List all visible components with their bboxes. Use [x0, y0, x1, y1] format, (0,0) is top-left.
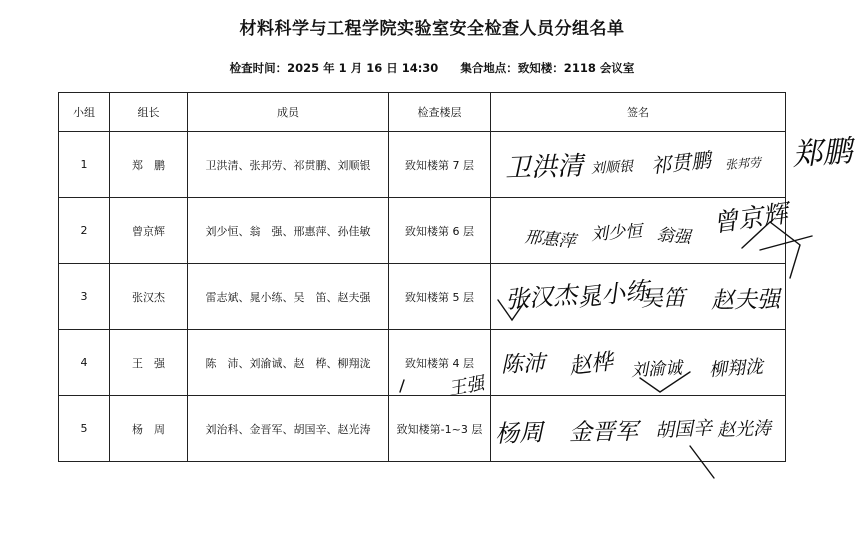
place-value: 致知楼：2118 会议室: [517, 61, 635, 75]
handwritten-signature: 邢惠萍: [523, 227, 577, 253]
group-members: 卫洪清、张邦劳、祁贯鹏、刘顺银: [188, 132, 389, 198]
group-leader: 王 强: [110, 330, 188, 396]
group-leader: 张汉杰: [110, 264, 188, 330]
handwritten-signature: 郑鹏: [791, 133, 854, 174]
header-signature: 签名: [491, 93, 786, 132]
handwritten-signature: 晁小练: [575, 276, 651, 312]
group-number: 5: [59, 396, 110, 462]
handwritten-signature: 张汉杰: [504, 281, 578, 314]
place-label: 集合地点：: [460, 61, 518, 75]
handwritten-signature: 赵夫强: [710, 286, 781, 314]
handwritten-signature: 张邦劳: [724, 155, 762, 172]
handwritten-signature: 杨周: [494, 418, 544, 448]
group-number: 3: [59, 264, 110, 330]
group-leader: 杨 周: [110, 396, 188, 462]
group-number: 2: [59, 198, 110, 264]
handwritten-signature: 翁强: [655, 225, 692, 248]
group-leader: 曾京辉: [110, 198, 188, 264]
handwritten-signature: 吴笛: [640, 286, 686, 312]
handwritten-signature: 陈沛: [500, 351, 546, 378]
handwritten-signature: 金晋军: [568, 418, 639, 446]
handwritten-signature: 卫洪清: [504, 151, 584, 184]
group-number: 1: [59, 132, 110, 198]
handwritten-signature: 刘少恒: [590, 221, 643, 245]
inspection-floor: 致知楼第 7 层: [389, 132, 491, 198]
group-members: 刘少恒、翁 强、邢惠萍、孙佳敏: [188, 198, 389, 264]
inspection-floor: 致知楼第 5 层: [389, 264, 491, 330]
group-members: 陈 沛、刘渝诚、赵 桦、柳翔泷: [188, 330, 389, 396]
handwritten-signature: 曾京辉: [711, 198, 790, 238]
header-leader: 组长: [110, 93, 188, 132]
inspection-floor: 致知楼第 6 层: [389, 198, 491, 264]
handwritten-signature: 王强: [446, 373, 486, 400]
header-members: 成员: [188, 93, 389, 132]
header-floor: 检查楼层: [389, 93, 491, 132]
handwritten-signature: 刘顺银: [590, 158, 634, 177]
time-label: 检查时间：: [229, 61, 288, 75]
document-title: 材料科学与工程学院实验室安全检查人员分组名单: [239, 19, 625, 39]
inspection-floor: 致知楼第 4 层: [389, 330, 491, 396]
inspection-floor: 致知楼第-1~3 层: [389, 396, 491, 462]
handwritten-signature: 祁贯鹏: [649, 147, 713, 178]
handwritten-signature: 赵光涛: [716, 418, 772, 441]
handwritten-signature: 刘渝诚: [630, 358, 683, 381]
group-members: 刘治科、金晋军、胡国辛、赵光涛: [188, 396, 389, 462]
handwritten-signature: 柳翔泷: [708, 356, 764, 381]
handwritten-signature: 赵桦: [567, 349, 615, 380]
handwritten-signature: 胡国辛: [654, 417, 713, 442]
header-group: 小组: [59, 93, 110, 132]
group-leader: 郑 鹏: [110, 132, 188, 198]
group-number: 4: [59, 330, 110, 396]
group-members: 雷志斌、晁小练、吴 笛、赵夫强: [188, 264, 389, 330]
time-value: 2025 年 1 月 16 日 14:30: [287, 61, 439, 75]
